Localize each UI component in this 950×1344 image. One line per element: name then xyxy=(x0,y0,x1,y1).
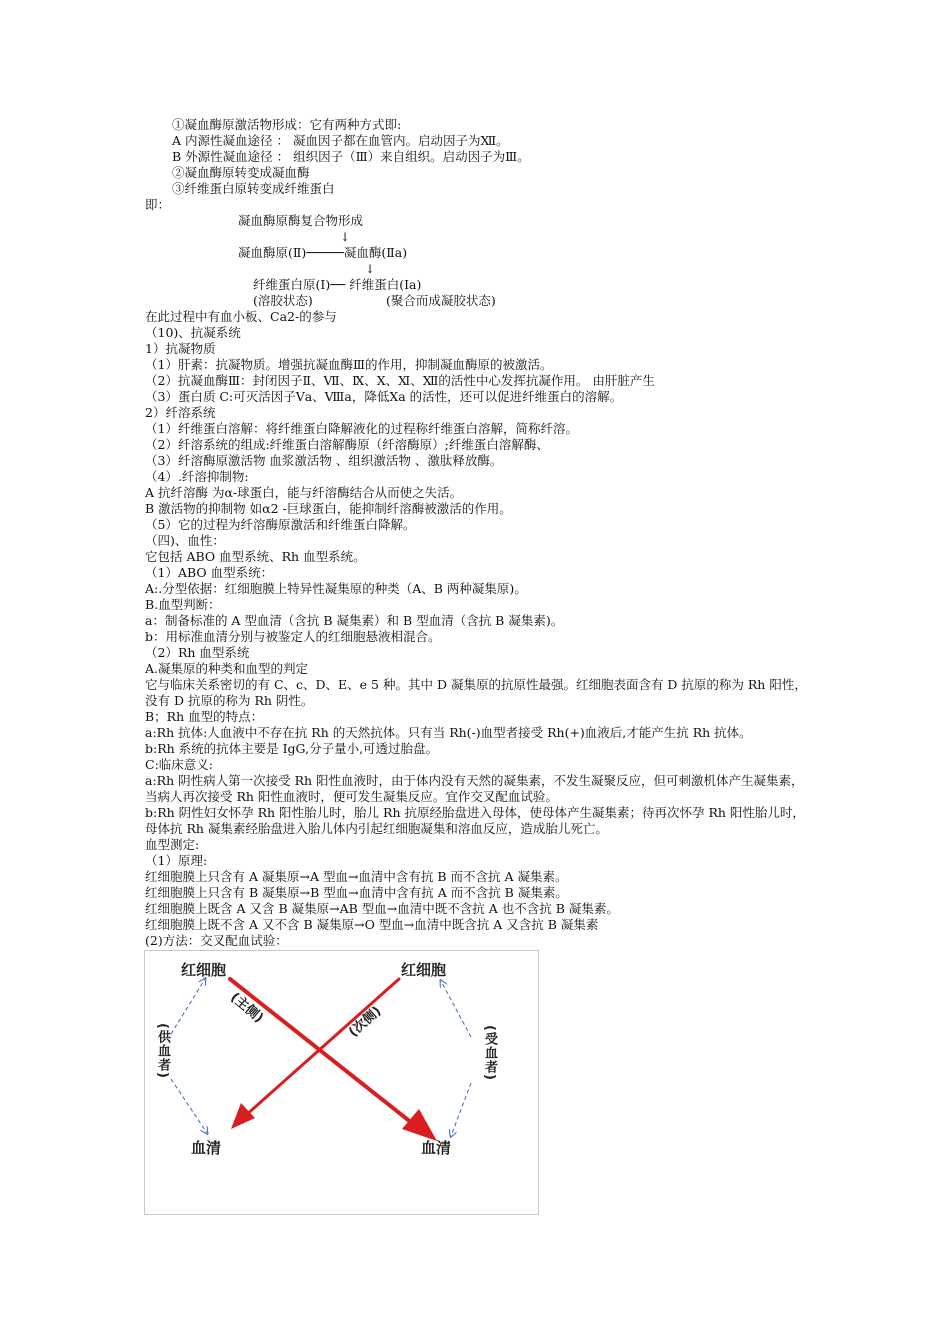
text-line: B；Rh 血型的特点： xyxy=(145,709,264,724)
section-heading: 1）抗凝物质 xyxy=(145,341,216,356)
text-line: A.凝集原的种类和血型的判定 xyxy=(145,661,309,676)
text-line: A 内源性凝血途径 ： 凝血因子都在血管内。启动因子为Ⅻ。 xyxy=(172,133,509,148)
text-line: 即： xyxy=(145,197,171,212)
text-line: （2）纤溶系统的组成:纤维蛋白溶解酶原（纤溶酶原）;纤维蛋白溶解酶、 xyxy=(145,437,549,452)
text-line: ③纤维蛋白原转变成纤维蛋白 xyxy=(172,181,335,196)
text-line: ①凝血酶原激活物形成：它有两种方式即: xyxy=(172,117,402,132)
section-heading: （四)、血性： xyxy=(145,533,225,548)
label-minor-side: (次侧) xyxy=(346,1003,385,1041)
text-line: 红细胞膜上既含 A 又含 B 凝集原→AB 型血→血清中既不含抗 A 也不含抗 B 凝集素。 xyxy=(145,901,619,916)
label-red-cell-recipient: 红细胞 xyxy=(401,961,447,979)
text-line: C:临床意义: xyxy=(145,757,213,772)
text-line: b:Rh 系统的抗体主要是 IgG,分子量小,可透过胎盘。 xyxy=(145,741,439,756)
text-line: （5）它的过程为纤溶酶原激活和纤维蛋白降解。 xyxy=(145,517,416,532)
label-red-cell-donor: 红细胞 xyxy=(181,961,227,979)
text-line: （3）纤溶酶原激活物 血浆激活物 、组织激活物 、激肽释放酶。 xyxy=(145,453,503,468)
paragraph-rh-antigens: 它与临床关系密切的有 C、c、D、E、e 5 种。其中 D 凝集原的抗原性最强。红细胞表面含有 D 抗原的称为 Rh 阳性，没有 D 抗原的称为 Rh 阴性。 xyxy=(145,677,807,708)
text-line: (2)方法：交叉配血试验： xyxy=(145,933,288,948)
label-recipient: (受血者) xyxy=(482,1025,497,1081)
text-line: B 激活物的抑制物 如α2 -巨球蛋白，能抑制纤溶酶被激活的作用。 xyxy=(145,501,512,516)
text-line: 在此过程中有血小板、Ca2-的参与 xyxy=(145,309,337,324)
paragraph-rh-negative-mother: b:Rh 阴性妇女怀孕 Rh 阳性胎儿时，胎儿 Rh 抗原经胎盘进入母体，使母体产生凝集素；待再次怀孕 Rh 阳性胎儿时，母体抗 Rh 凝集素经胎盘进入胎儿体内引起红细胞凝集和溶血反应，造成胎儿死亡。 xyxy=(145,805,805,836)
text-line: 它包括 ABO 血型系统、Rh 血型系统。 xyxy=(145,549,366,564)
paragraph-rh-negative-patient: a:Rh 阴性病人第一次接受 Rh 阳性血液时，由于体内没有天然的凝集素，不发生凝聚反应，但可刺激机体产生凝集素，当病人再次接受 Rh 阳性血液时，便可发生凝集反应。宜作交叉配血试验。 xyxy=(145,773,804,804)
text-line: 红细胞膜上只含有 A 凝集原→A 型血→血清中含有抗 B 而不含抗 A 凝集素。 xyxy=(145,869,568,884)
label-donor: (供血者) xyxy=(155,1023,170,1079)
text-line: 红细胞膜上既不含 A 又不含 B 凝集原→O 型血→血清中既含抗 A 又含抗 B 凝集素 xyxy=(145,917,599,932)
cross-match-arrows xyxy=(145,951,538,1214)
text-line: B.血型判断： xyxy=(145,597,221,612)
text-line: A 抗纤溶酶 为α-球蛋白，能与纤溶酶结合从而使之失活。 xyxy=(145,485,463,500)
section-heading: 2）纤溶系统 xyxy=(145,405,216,420)
text-line: ②凝血酶原转变成凝血酶 xyxy=(172,165,310,180)
arrow-down-icon: ↓ xyxy=(365,262,376,276)
section-heading: （10)、抗凝系统 xyxy=(145,325,241,340)
label-serum-recipient: 血清 xyxy=(421,1139,452,1157)
text-line: （1）肝素：抗凝物质。增强抗凝血酶Ⅲ的作用，抑制凝血酶原的被激活。 xyxy=(145,357,553,372)
text-line: 红细胞膜上只含有 B 凝集原→B 型血→血清中含有抗 A 而不含抗 B 凝集素。 xyxy=(145,885,568,900)
label-major-side: (主侧) xyxy=(227,990,266,1026)
text-line: a：制备标准的 A 型血清（含抗 B 凝集素）和 B 型血清（含抗 B 凝集素)。 xyxy=(145,613,564,628)
text-line: （4）.纤溶抑制物: xyxy=(145,469,249,484)
flow-state-sol: (溶胶状态) xyxy=(253,293,313,308)
text-line: （1）纤维蛋白溶解：将纤维蛋白降解液化的过程称纤维蛋白溶解，简称纤溶。 xyxy=(145,421,578,436)
section-heading: （1）ABO 血型系统： xyxy=(145,565,274,580)
flow-state-gel: (聚合而成凝胶状态) xyxy=(386,293,496,308)
recipient-dashed-links xyxy=(441,981,471,1136)
text-line: A:.分型依据：红细胞膜上特异性凝集原的种类（A、B 两种凝集原)。 xyxy=(145,581,527,596)
section-heading: 血型测定: xyxy=(145,837,200,852)
label-serum-donor: 血清 xyxy=(191,1139,222,1157)
flow-row-fibrin: 纤维蛋白原(Ⅰ)── 纤维蛋白(Ⅰa) xyxy=(253,277,422,292)
text-line: b：用标准血清分别与被鉴定人的红细胞悬液相混合。 xyxy=(145,629,441,644)
section-heading: （2）Rh 血型系统 xyxy=(145,645,250,660)
text-line: （3）蛋白质 C:可灭活因子Ⅴa、Ⅷa，降低Ⅹa 的活性，还可以促进纤维蛋白的溶解。 xyxy=(145,389,623,404)
cross-match-diagram xyxy=(144,950,539,1215)
major-side-arrow xyxy=(230,979,437,1141)
text-line: （1）原理: xyxy=(145,853,208,868)
flow-row-prothrombinase: 凝血酶原酶复合物形成 xyxy=(238,213,364,228)
text-line: B 外源性凝血途径 ： 组织因子（Ⅲ）来自组织。启动因子为Ⅲ。 xyxy=(172,149,530,164)
text-line: （2）抗凝血酶Ⅲ：封闭因子Ⅱ、Ⅶ、Ⅸ、Ⅹ、Ⅺ、Ⅻ的活性中心发挥抗凝作用。 由肝脏产生 xyxy=(145,373,655,388)
text-line: a:Rh 抗体:人血液中不存在抗 Rh 的天然抗体。只有当 Rh(-)血型者接受 Rh(+)血液后,才能产生抗 Rh 抗体。 xyxy=(145,725,752,740)
donor-dashed-links xyxy=(171,979,207,1133)
arrow-down-icon: ↓ xyxy=(340,230,351,244)
flow-row-thrombin: 凝血酶原(Ⅱ)─────凝血酶(Ⅱa) xyxy=(238,245,408,260)
